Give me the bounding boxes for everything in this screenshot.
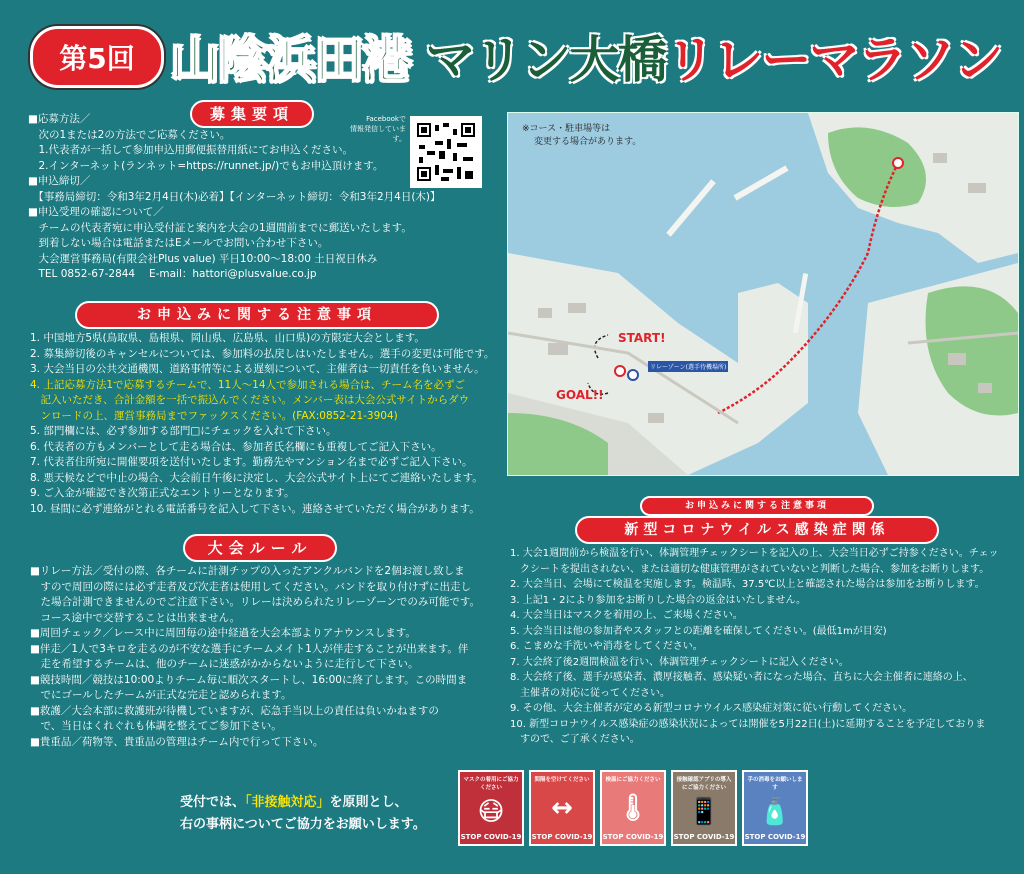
corona-line: 10. 新型コロナウイルス感染症の感染状況によっては開催を5月22日(土)に延期することを予定しておりま — [510, 718, 986, 730]
recruitment-heading: 募集要項 — [190, 100, 314, 128]
note-item: 9. ご入金が確認でき次第正式なエントリーとなります。 — [30, 487, 295, 499]
title-event-name: リレーマラソン — [665, 31, 1002, 89]
edition-badge: 第5回 — [30, 26, 164, 88]
rule-line: ■周回チェック／レース中に周回毎の途中経過を大会本部よりアナウンスします。 — [30, 627, 416, 639]
reception-emphasis: 「非接触対応」 — [245, 795, 330, 810]
recruitment-line: ■申込受理の確認について／ — [28, 206, 164, 218]
note-item-highlight: 記入いただき、合計金額を一括で振込んでください。メンバー表は大会公式サイトからダウ — [30, 394, 470, 406]
corona-sub-heading: お申込みに関する注意事項 — [640, 496, 874, 516]
mask-person-icon: 😷 — [477, 797, 505, 827]
reception-line-1 — [180, 792, 426, 814]
stop-card-distance — [529, 770, 595, 846]
course-map[interactable] — [507, 112, 1019, 476]
recruitment-line: ■応募方法／ — [28, 113, 91, 125]
rule-line: ■伴走／1人で3キロを走るのが不安な選手にチームメイト1人が伴走することが出来ます。伴 — [30, 642, 469, 655]
stop-card-caption: マスクの着用にご協力ください — [463, 777, 519, 791]
stop-card-app — [671, 770, 737, 846]
corona-line: 5. 大会当日は他の参加者やスタッフとの距離を確保してください。(最低1mが目安) — [510, 625, 887, 637]
recruitment-line: 到着しない場合は電話またはEメールでお問い合わせ下さい。 — [28, 237, 329, 249]
course-map-graphic — [508, 113, 1018, 475]
smartphone-icon: 📱 — [687, 797, 721, 827]
stop-card-footer: STOP COVID-19 — [460, 833, 522, 841]
recruitment-line: チームの代表者宛に申込受付証と案内を大会の1週間前までに郵送いたします。 — [28, 221, 412, 234]
map-note-line: ※コース・駐車場等は — [522, 124, 611, 134]
recruitment-section — [28, 112, 441, 283]
facebook-note-line: Facebookで — [366, 115, 406, 123]
corona-line: 6. こまめな手洗いや消毒をしてください。 — [510, 641, 703, 652]
corona-heading: 新型コロナウイルス感染症関係 — [575, 516, 939, 544]
stop-card-caption: 手の消毒をお願いします — [747, 777, 803, 791]
recruitment-line: 次の1または2の方法でご応募ください。 — [28, 128, 231, 141]
stop-covid-cards — [458, 770, 808, 846]
distance-icon: ↔ — [551, 793, 573, 823]
reception-text: を原則とし、 — [329, 795, 408, 810]
corona-line: 主催者の対応に従ってください。 — [510, 687, 670, 699]
rule-line: ■リレー方法／受付の際、各チームに計測チップの入ったアンクルバンドを2個お渡し致しま — [30, 565, 465, 577]
stop-card-footer: STOP COVID-19 — [531, 833, 593, 841]
page-title — [170, 20, 1001, 92]
stop-card-mask — [458, 770, 524, 846]
facebook-note-line: 情報発信しています。 — [350, 125, 406, 143]
corona-line: 2. 大会当日、会場にて検温を実施します。検温時、37.5℃以上と確認された場合は参加をお断りします。 — [510, 579, 985, 590]
stop-card-footer: STOP COVID-19 — [673, 833, 735, 841]
rules-section — [30, 564, 480, 750]
stop-card-footer: STOP COVID-19 — [602, 833, 664, 841]
hand-sanitizer-icon: 🧴 — [758, 797, 792, 827]
application-notes-list — [30, 331, 494, 517]
corona-section — [510, 546, 998, 748]
recruitment-line: 【事務局締切：令和3年2月4日(木)必着】【インターネット締切：令和3年2月4日(木)】 — [28, 190, 441, 203]
rule-line: ■貴重品／荷物等、貴重品の管理はチーム内で行って下さい。 — [30, 735, 324, 748]
note-item: 7. 代表者住所宛に開催要項を送付いたします。勤務先やマンション名まで必ずご記入下さい。 — [30, 456, 473, 468]
note-item: 2. 募集締切後のキャンセルについては、参加料の払戻しはいたしません。選手の変更は可能です。 — [30, 347, 495, 360]
reception-note — [180, 792, 426, 836]
reception-line-2: 右の事柄についてご協力をお願いします。 — [180, 817, 426, 832]
corona-line: 9. その他、大会主催者が定める新型コロナウイルス感染症対策に従い行動してください。 — [510, 703, 913, 714]
rule-line: で、当日はくれぐれも体調を整えてご参加下さい。 — [30, 720, 282, 732]
note-item-highlight: ンロードの上、運営事務局までファックスください。(FAX:0852-21-3904) — [30, 409, 398, 422]
title-port-name: 山陰浜田港 — [170, 31, 410, 89]
rule-line: た場合計測できませんのでご注意下さい。リレーは決められたリレーゾーンでのみ可能です。 — [30, 596, 481, 608]
recruitment-line: ■申込締切／ — [28, 175, 91, 187]
recruitment-contact-line: TEL 0852-67-2844 E-mail：hattori@plusvalue.co.jp — [28, 268, 317, 280]
note-item: 3. 大会当日の公共交通機関、道路事情等による遅刻について、主催者は一切責任を負いません。 — [30, 363, 485, 375]
rule-line: でにゴールしたチームが正式な完走と認められます。 — [30, 689, 292, 701]
stop-card-temperature — [600, 770, 666, 846]
note-item: 10. 昼間に必ず連絡がとれる電話番号を記入して下さい。連絡させていただく場合があります。 — [30, 502, 480, 515]
recruitment-line: 1.代表者が一括して参加申込用郵便振替用紙にてお申込ください。 — [28, 144, 354, 156]
stop-card-sanitize — [742, 770, 808, 846]
corona-line: クシートを提出されない、または適切な健康管理がされていないと判断した場合、参加をお断りします。 — [510, 563, 990, 575]
rule-line: ■競技時間／競技は10:00よりチーム毎に順次スタートし、16:00に終了します。この時間ま — [30, 673, 468, 686]
thermometer-icon: 🌡 — [616, 793, 650, 823]
rules-heading: 大会ルール — [183, 534, 337, 562]
corona-line: 8. 大会終了後、選手が感染者、濃厚接触者、感染疑い者になった場合、直ちに大会主催者に連絡の上、 — [510, 672, 973, 683]
rule-line: すので周回の際には必ず走者及び次走者は使用してください。バンドを取り付けずに出走し — [30, 580, 471, 593]
note-item: 6. 代表者の方もメンバーとして走る場合は、参加者氏名欄にも重複してご記入下さい。 — [30, 440, 442, 453]
start-label: START! — [618, 331, 666, 345]
relay-zone-label: リレーゾーン(選手待機場所) — [648, 361, 728, 372]
stop-card-caption: 検温にご協力ください — [605, 777, 661, 783]
reception-text: 受付では、 — [180, 795, 246, 810]
corona-line: 3. 上記1・2により参加をお断りした場合の返金はいたしません。 — [510, 594, 807, 606]
note-item-highlight: 4. 上記応募方法1で応募するチームで、11人〜14人で参加される場合は、チーム名を必ずご — [30, 378, 466, 391]
note-item: 1. 中国地方5県(鳥取県、島根県、岡山県、広島県、山口県)の方限定大会とします。 — [30, 332, 425, 344]
note-item: 8. 悪天候などで中止の場合、大会前日午後に決定し、大会公式サイト上にてご連絡いたします。 — [30, 471, 483, 484]
goal-label: GOAL!! — [556, 388, 604, 402]
corona-line: 1. 大会1週間前から検温を行い、体調管理チェックシートを記入の上、大会当日必ずご持参ください。チェッ — [510, 548, 999, 559]
application-notes-heading: お申込みに関する注意事項 — [75, 301, 439, 329]
corona-line: 4. 大会当日はマスクを着用の上、ご来場ください。 — [510, 610, 743, 621]
note-item: 5. 部門欄には、必ず参加する部門□にチェックを入れて下さい。 — [30, 425, 337, 437]
map-note-line: 変更する場合があります。 — [534, 137, 642, 147]
rule-line: ■救護／大会本部に救護班が待機していますが、応急手当以上の責任は負いかねますの — [30, 704, 439, 717]
stop-card-caption: 接触確認アプリの導入にご協力ください — [676, 777, 732, 791]
recruitment-line: 2.インターネット(ランネット=https://runnet.jp/)でもお申込頂けます。 — [28, 159, 384, 172]
corona-line: すので、ご了承ください。 — [510, 734, 640, 745]
corona-line: 7. 大会終了後2週間検温を行い、体調管理チェックシートに記入ください。 — [510, 656, 849, 668]
recruitment-line: 大会運営事務局(有限会社Plus value) 平日10:00〜18:00 土日祝日休み — [28, 252, 378, 265]
stop-card-footer: STOP COVID-19 — [744, 833, 806, 841]
map-note — [522, 123, 641, 149]
stop-card-caption: 間隔を空けてください — [534, 777, 590, 783]
title-bridge-name: マリン大橋 — [425, 31, 666, 89]
rule-line: 走を希望するチームは、他のチームに迷惑がかからないように走行して下さい。 — [30, 658, 419, 670]
rule-line: コース途中で交替することは出来ません。 — [30, 611, 241, 624]
